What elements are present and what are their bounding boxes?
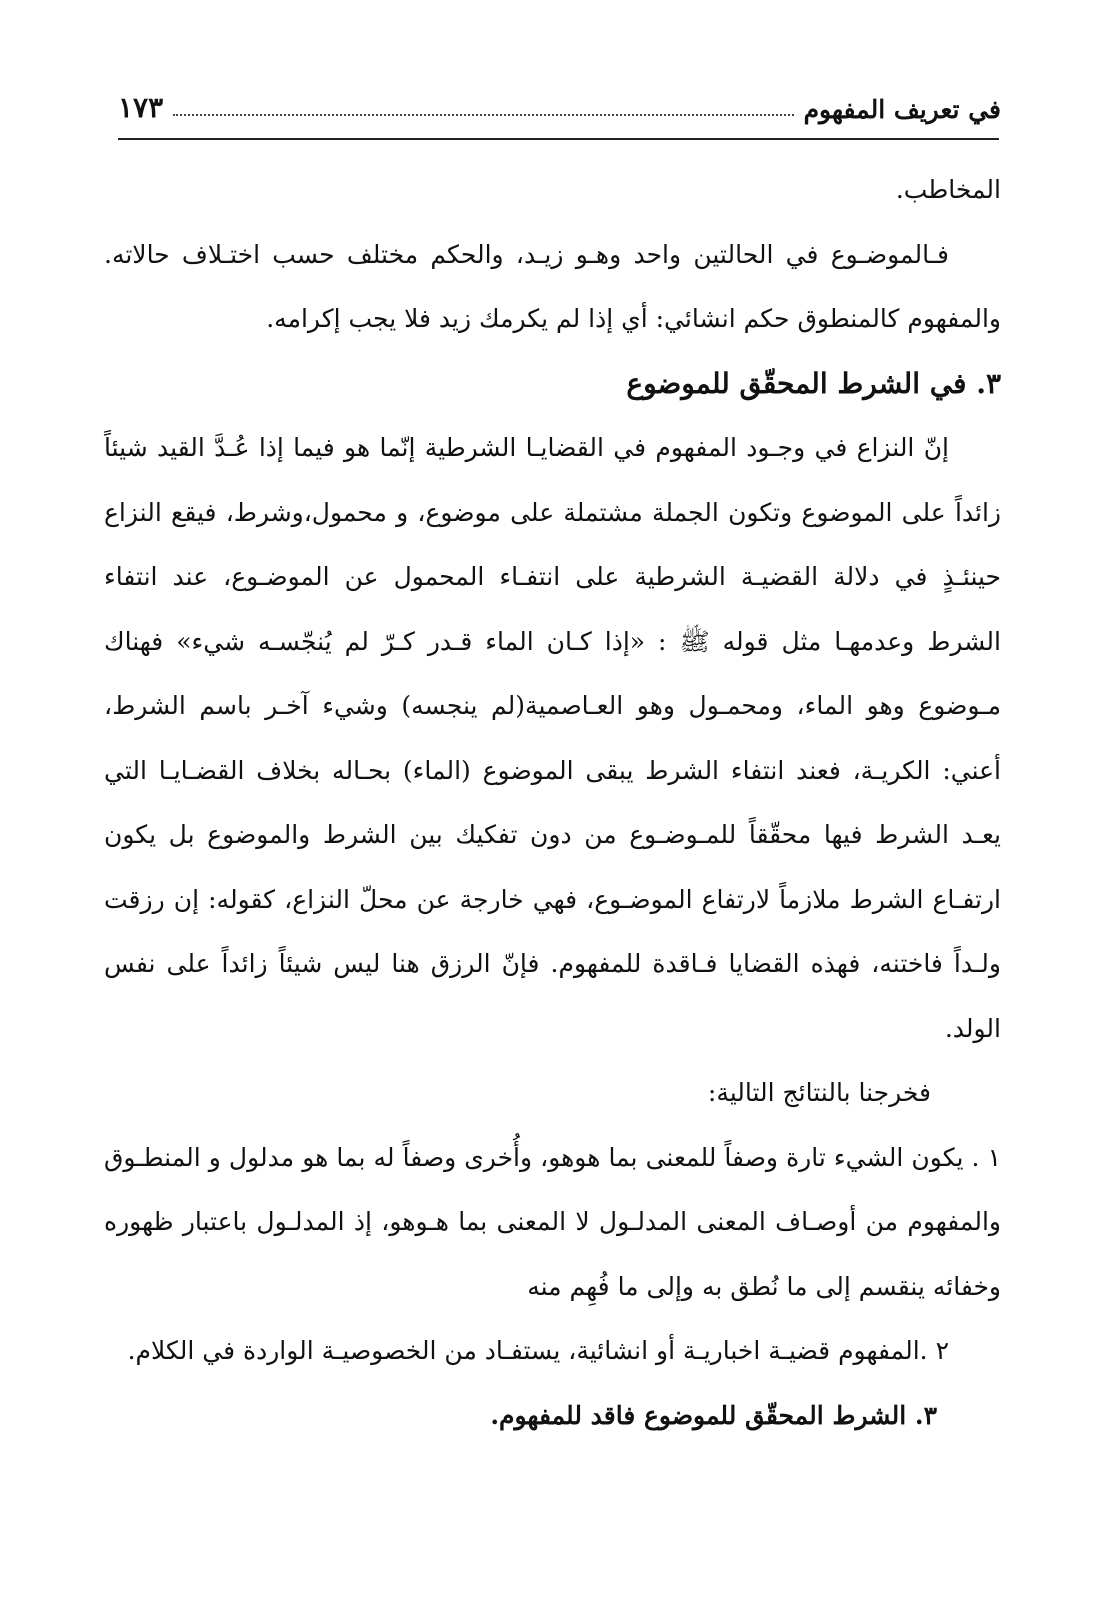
result-item-3: ٣. الشرط المحقّق للموضوع فاقد للمفهوم. xyxy=(490,1400,937,1430)
paragraph-continuation: المخاطب. xyxy=(895,175,1001,204)
page-number: ١٧٣ xyxy=(118,91,164,124)
paragraph-subject: فـالموضـوع في الحالتين واحد وهـو زيـد، والحكم مختلف حسب اختـلاف حالاته. والمفهوم كالمنطوق حكم انشائي: أي إذا لم يكرمك زيد فلا يجب إكرامه. xyxy=(104,239,1001,333)
paragraph-dispute: إنّ النزاع في وجـود المفهوم في القضايـا الشرطية إنّما هو فيما إذا عُـدَّ القيد شيئاً زائداً على الموضوع وتكون الجملة مشتملة على موضوع، و محمول،وشرط، فيقع النزاع حينئـذٍ في دلالة القضيـة الشرطية على انتفـاء المحمول عن الموضـوع، عند انتفاء الشرط وعدمهـا مثل قوله ﷺ : «إذا كـان الماء قـدر كـرّ لم يُنجّسـه شيء» فهناك مـوضوع وهو الماء، ومحمـول وهو العـاصمية(لم ينجسه) وشيء آخـر باسم الشرط، أعني: الكريـة، فعند انتفاء الشرط يبقى الموضوع (الماء) بحـاله بخلاف القضـايـا التي يعـد الشرط فيها محقّقاً للمـوضـوع من دون تفكيك بين الشرط والموضوع بل يكون ارتفـاع الشرط ملازماً لارتفاع الموضـوع، فهي خارجة عن محلّ النزاع، كقوله: إن رزقت ولـداً فاختنه، فهذه القضايا فـاقدة للمفهوم. فإنّ الرزق هنا ليس شيئاً زائداً على نفس الولد. xyxy=(104,433,1001,1043)
results-intro: فخرجنا بالنتائج التالية: xyxy=(707,1078,931,1107)
header-rule xyxy=(118,138,999,140)
result-item-1: ١ . يكون الشيء تارة وصفاً للمعنى بما هوهو، وأُخرى وصفاً له بما هو مدلول و المنطـوق والمفهوم من أوصـاف المعنى المدلـول لا المعنى بما هـوهو، إذ المدلـول باعتبار ظهوره وخفائه ينقسم إلى ما نُطق به وإلى ما فُهِم منه xyxy=(104,1142,1001,1301)
running-header xyxy=(118,84,1001,124)
result-item-2: ٢ .المفهوم قضيـة اخباريـة أو انشائية، يستفـاد من الخصوصيـة الواردة في الكلام. xyxy=(127,1336,949,1365)
page-body xyxy=(104,158,1001,1448)
running-title: في تعريف المفهوم xyxy=(803,95,1001,124)
header-dotted-leader xyxy=(173,113,793,116)
section-heading: ٣. في الشرط المحقّق للموضوع xyxy=(626,366,1001,400)
